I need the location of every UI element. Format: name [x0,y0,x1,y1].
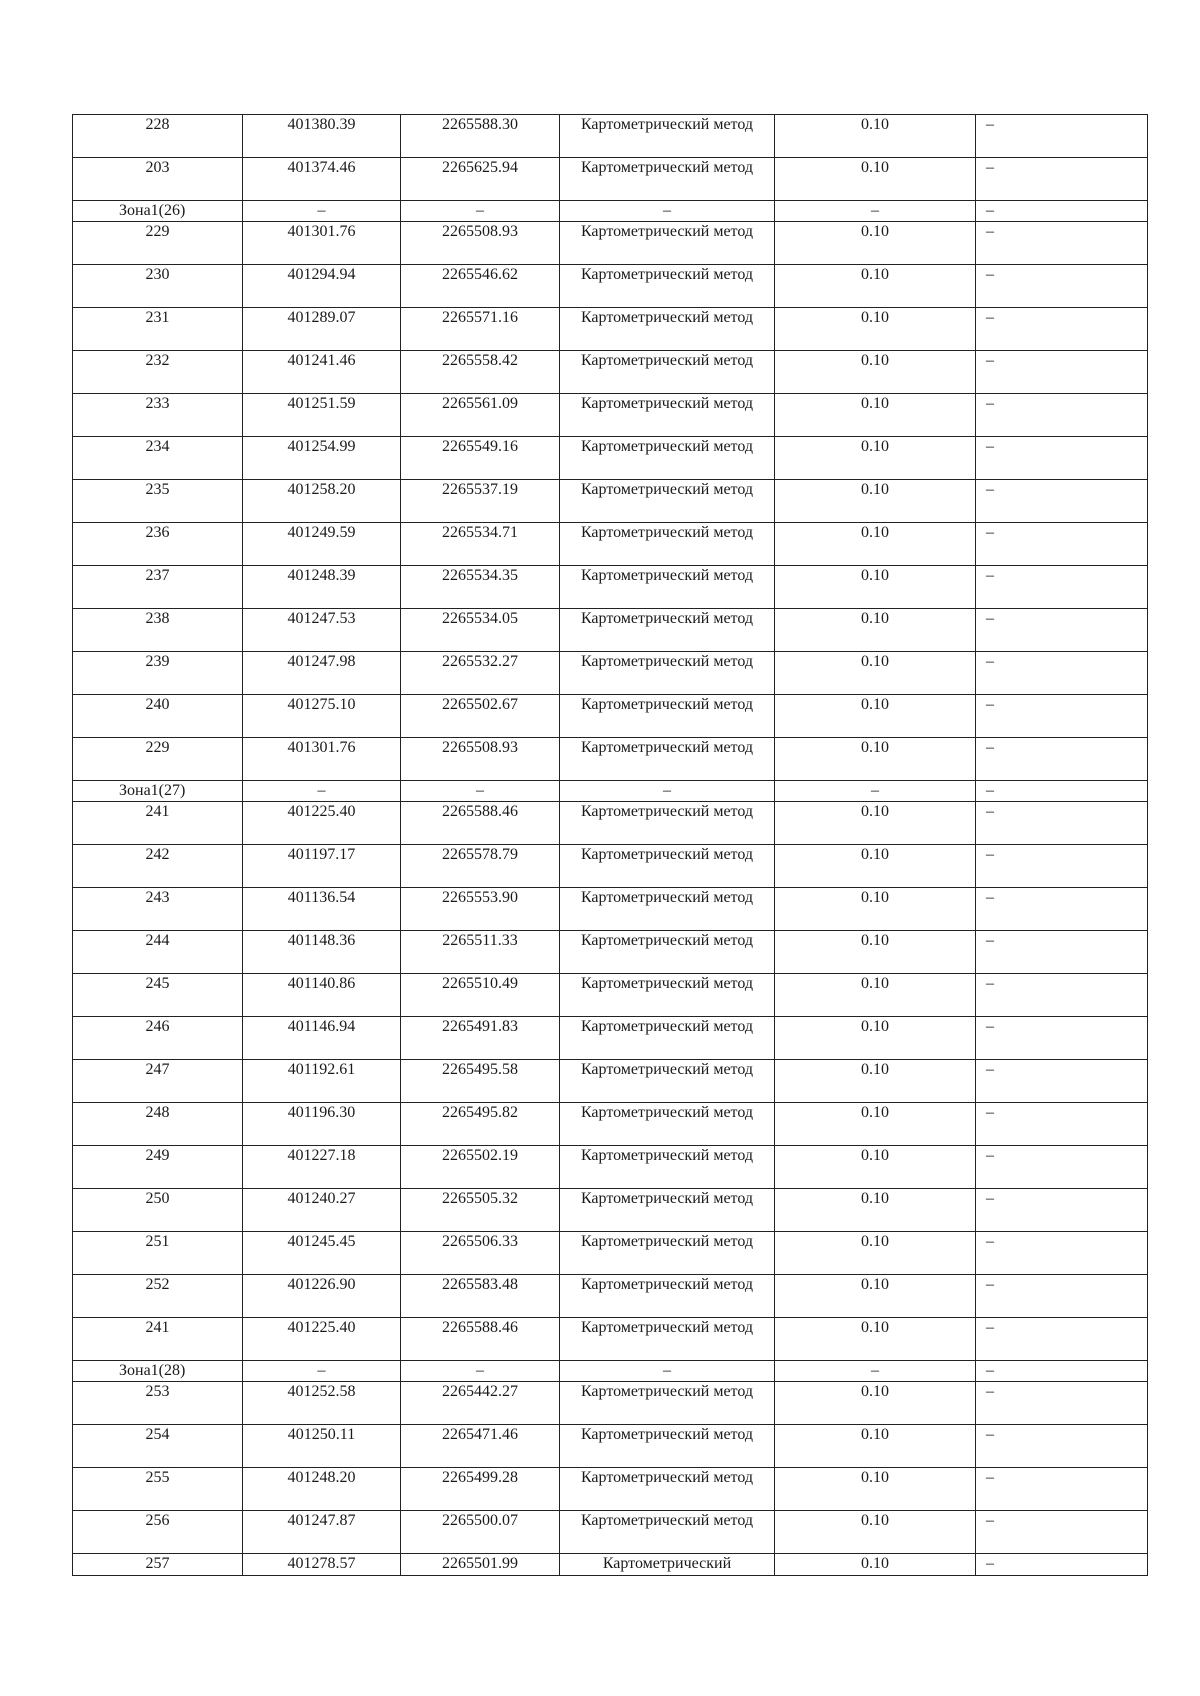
zone-y-dash: – [401,1361,560,1382]
zone-label: Зона1(28) [73,1361,243,1382]
y-coordinate: 2265588.30 [401,115,560,158]
method: Картометрический метод [560,394,775,437]
point-number: 230 [73,265,243,308]
method: Картометрический метод [560,265,775,308]
x-coordinate: 401136.54 [243,888,401,931]
x-coordinate: 401278.57 [243,1554,401,1576]
x-coordinate: 401249.59 [243,523,401,566]
method: Картометрический метод [560,115,775,158]
y-coordinate: 2265491.83 [401,1017,560,1060]
method: Картометрический метод [560,1318,775,1361]
table-row [73,1554,1148,1576]
zone-method-dash: – [560,201,775,222]
precision: 0.10 [775,1318,976,1361]
precision: 0.10 [775,1017,976,1060]
precision: 0.10 [775,222,976,265]
precision: 0.10 [775,265,976,308]
table-row [73,566,1148,609]
table-row [73,1425,1148,1468]
point-number: 242 [73,845,243,888]
method: Картометрический метод [560,1275,775,1318]
zone-x-dash: – [243,1361,401,1382]
point-number: 241 [73,1318,243,1361]
x-coordinate: 401240.27 [243,1189,401,1232]
precision: 0.10 [775,1554,976,1576]
note: – [976,888,1148,931]
y-coordinate: 2265510.49 [401,974,560,1017]
table-row [73,609,1148,652]
x-coordinate: 401254.99 [243,437,401,480]
x-coordinate: 401196.30 [243,1103,401,1146]
point-number: 229 [73,738,243,781]
table-body [73,115,1148,1576]
note: – [976,158,1148,201]
y-coordinate: 2265495.58 [401,1060,560,1103]
y-coordinate: 2265501.99 [401,1554,560,1576]
method: Картометрический метод [560,1146,775,1189]
note: – [976,1275,1148,1318]
point-number: 255 [73,1468,243,1511]
y-coordinate: 2265534.05 [401,609,560,652]
zone-y-dash: – [401,201,560,222]
note: – [976,437,1148,480]
y-coordinate: 2265561.09 [401,394,560,437]
note: – [976,265,1148,308]
method: Картометрический метод [560,1382,775,1425]
y-coordinate: 2265534.35 [401,566,560,609]
y-coordinate: 2265500.07 [401,1511,560,1554]
y-coordinate: 2265578.79 [401,845,560,888]
point-number: 241 [73,802,243,845]
method: Картометрический метод [560,738,775,781]
y-coordinate: 2265588.46 [401,1318,560,1361]
x-coordinate: 401225.40 [243,1318,401,1361]
x-coordinate: 401192.61 [243,1060,401,1103]
table-row [73,974,1148,1017]
method: Картометрический метод [560,523,775,566]
precision: 0.10 [775,308,976,351]
precision: 0.10 [775,115,976,158]
point-number: 243 [73,888,243,931]
precision: 0.10 [775,931,976,974]
y-coordinate: 2265471.46 [401,1425,560,1468]
y-coordinate: 2265549.16 [401,437,560,480]
table-row [73,1468,1148,1511]
method: Картометрический метод [560,802,775,845]
note: – [976,1318,1148,1361]
note: – [976,1511,1148,1554]
x-coordinate: 401251.59 [243,394,401,437]
x-coordinate: 401140.86 [243,974,401,1017]
note: – [976,1554,1148,1576]
y-coordinate: 2265508.93 [401,738,560,781]
precision: 0.10 [775,1189,976,1232]
table-row [73,1382,1148,1425]
point-number: 233 [73,394,243,437]
x-coordinate: 401294.94 [243,265,401,308]
zone-precision-dash: – [775,201,976,222]
x-coordinate: 401227.18 [243,1146,401,1189]
table-row [73,738,1148,781]
precision: 0.10 [775,1425,976,1468]
point-number: 236 [73,523,243,566]
precision: 0.10 [775,652,976,695]
precision: 0.10 [775,974,976,1017]
x-coordinate: 401301.76 [243,738,401,781]
method: Картометрический метод [560,158,775,201]
table-row [73,158,1148,201]
table-row [73,1189,1148,1232]
x-coordinate: 401241.46 [243,351,401,394]
point-number: 228 [73,115,243,158]
note: – [976,1189,1148,1232]
point-number: 235 [73,480,243,523]
x-coordinate: 401197.17 [243,845,401,888]
precision: 0.10 [775,802,976,845]
table-row [73,845,1148,888]
point-number: 250 [73,1189,243,1232]
point-number: 256 [73,1511,243,1554]
point-number: 249 [73,1146,243,1189]
x-coordinate: 401289.07 [243,308,401,351]
point-number: 244 [73,931,243,974]
table-row [73,480,1148,523]
y-coordinate: 2265508.93 [401,222,560,265]
point-number: 251 [73,1232,243,1275]
method: Картометрический метод [560,1189,775,1232]
table-row [73,351,1148,394]
point-number: 238 [73,609,243,652]
zone-precision-dash: – [775,1361,976,1382]
note: – [976,609,1148,652]
note: – [976,1382,1148,1425]
note: – [976,308,1148,351]
precision: 0.10 [775,1468,976,1511]
zone-method-dash: – [560,1361,775,1382]
precision: 0.10 [775,437,976,480]
x-coordinate: 401148.36 [243,931,401,974]
zone-precision-dash: – [775,781,976,802]
y-coordinate: 2265558.42 [401,351,560,394]
y-coordinate: 2265502.19 [401,1146,560,1189]
point-number: 253 [73,1382,243,1425]
zone-note-dash: – [976,781,1148,802]
note: – [976,351,1148,394]
method: Картометрический метод [560,1511,775,1554]
y-coordinate: 2265442.27 [401,1382,560,1425]
table-row [73,523,1148,566]
table-row [73,695,1148,738]
precision: 0.10 [775,1103,976,1146]
x-coordinate: 401248.20 [243,1468,401,1511]
method: Картометрический метод [560,566,775,609]
y-coordinate: 2265583.48 [401,1275,560,1318]
y-coordinate: 2265506.33 [401,1232,560,1275]
table-row [73,888,1148,931]
zone-y-dash: – [401,781,560,802]
x-coordinate: 401247.53 [243,609,401,652]
x-coordinate: 401380.39 [243,115,401,158]
method: Картометрический метод [560,437,775,480]
x-coordinate: 401250.11 [243,1425,401,1468]
note: – [976,1232,1148,1275]
note: – [976,566,1148,609]
zone-header-row [73,201,1148,222]
zone-note-dash: – [976,1361,1148,1382]
y-coordinate: 2265495.82 [401,1103,560,1146]
point-number: 245 [73,974,243,1017]
method: Картометрический метод [560,609,775,652]
method: Картометрический метод [560,652,775,695]
method: Картометрический метод [560,1468,775,1511]
method: Картометрический метод [560,695,775,738]
table-row [73,437,1148,480]
precision: 0.10 [775,351,976,394]
y-coordinate: 2265502.67 [401,695,560,738]
method: Картометрический метод [560,1232,775,1275]
y-coordinate: 2265625.94 [401,158,560,201]
precision: 0.10 [775,609,976,652]
point-number: 239 [73,652,243,695]
note: – [976,802,1148,845]
point-number: 248 [73,1103,243,1146]
method: Картометрический метод [560,351,775,394]
method: Картометрический метод [560,1060,775,1103]
note: – [976,845,1148,888]
precision: 0.10 [775,1146,976,1189]
point-number: 237 [73,566,243,609]
point-number: 232 [73,351,243,394]
zone-note-dash: – [976,201,1148,222]
method: Картометрический метод [560,1425,775,1468]
zone-label: Зона1(26) [73,201,243,222]
x-coordinate: 401252.58 [243,1382,401,1425]
point-number: 240 [73,695,243,738]
zone-x-dash: – [243,781,401,802]
method: Картометрический метод [560,888,775,931]
precision: 0.10 [775,1382,976,1425]
point-number: 231 [73,308,243,351]
method: Картометрический [560,1554,775,1576]
coordinates-table [72,114,1148,1576]
y-coordinate: 2265546.62 [401,265,560,308]
method: Картометрический метод [560,222,775,265]
table-row [73,1275,1148,1318]
table-row [73,1511,1148,1554]
point-number: 254 [73,1425,243,1468]
note: – [976,931,1148,974]
y-coordinate: 2265588.46 [401,802,560,845]
x-coordinate: 401226.90 [243,1275,401,1318]
precision: 0.10 [775,1511,976,1554]
x-coordinate: 401247.98 [243,652,401,695]
y-coordinate: 2265499.28 [401,1468,560,1511]
table-row [73,1017,1148,1060]
method: Картометрический метод [560,974,775,1017]
method: Картометрический метод [560,480,775,523]
table-row [73,1103,1148,1146]
note: – [976,738,1148,781]
note: – [976,652,1148,695]
precision: 0.10 [775,566,976,609]
method: Картометрический метод [560,308,775,351]
table-row [73,1060,1148,1103]
zone-method-dash: – [560,781,775,802]
note: – [976,1060,1148,1103]
x-coordinate: 401301.76 [243,222,401,265]
precision: 0.10 [775,888,976,931]
x-coordinate: 401248.39 [243,566,401,609]
zone-x-dash: – [243,201,401,222]
precision: 0.10 [775,1232,976,1275]
table-row [73,222,1148,265]
note: – [976,1103,1148,1146]
table-row [73,394,1148,437]
note: – [976,1425,1148,1468]
y-coordinate: 2265534.71 [401,523,560,566]
zone-label: Зона1(27) [73,781,243,802]
note: – [976,1468,1148,1511]
point-number: 229 [73,222,243,265]
y-coordinate: 2265537.19 [401,480,560,523]
precision: 0.10 [775,695,976,738]
x-coordinate: 401146.94 [243,1017,401,1060]
precision: 0.10 [775,394,976,437]
table-row [73,652,1148,695]
y-coordinate: 2265553.90 [401,888,560,931]
method: Картометрический метод [560,931,775,974]
x-coordinate: 401245.45 [243,1232,401,1275]
note: – [976,394,1148,437]
precision: 0.10 [775,1275,976,1318]
table-row [73,1232,1148,1275]
zone-header-row [73,781,1148,802]
precision: 0.10 [775,738,976,781]
note: – [976,480,1148,523]
note: – [976,523,1148,566]
note: – [976,115,1148,158]
x-coordinate: 401275.10 [243,695,401,738]
x-coordinate: 401374.46 [243,158,401,201]
point-number: 246 [73,1017,243,1060]
method: Картометрический метод [560,1017,775,1060]
table-row [73,115,1148,158]
note: – [976,695,1148,738]
table-row [73,308,1148,351]
precision: 0.10 [775,480,976,523]
table-row [73,1146,1148,1189]
table-row [73,1318,1148,1361]
x-coordinate: 401247.87 [243,1511,401,1554]
zone-header-row [73,1361,1148,1382]
precision: 0.10 [775,158,976,201]
y-coordinate: 2265511.33 [401,931,560,974]
precision: 0.10 [775,523,976,566]
note: – [976,974,1148,1017]
method: Картометрический метод [560,845,775,888]
precision: 0.10 [775,845,976,888]
point-number: 247 [73,1060,243,1103]
note: – [976,222,1148,265]
table-row [73,802,1148,845]
point-number: 234 [73,437,243,480]
y-coordinate: 2265532.27 [401,652,560,695]
precision: 0.10 [775,1060,976,1103]
note: – [976,1017,1148,1060]
x-coordinate: 401225.40 [243,802,401,845]
table-row [73,931,1148,974]
point-number: 203 [73,158,243,201]
point-number: 252 [73,1275,243,1318]
table-row [73,265,1148,308]
method: Картометрический метод [560,1103,775,1146]
y-coordinate: 2265571.16 [401,308,560,351]
note: – [976,1146,1148,1189]
point-number: 257 [73,1554,243,1576]
x-coordinate: 401258.20 [243,480,401,523]
y-coordinate: 2265505.32 [401,1189,560,1232]
